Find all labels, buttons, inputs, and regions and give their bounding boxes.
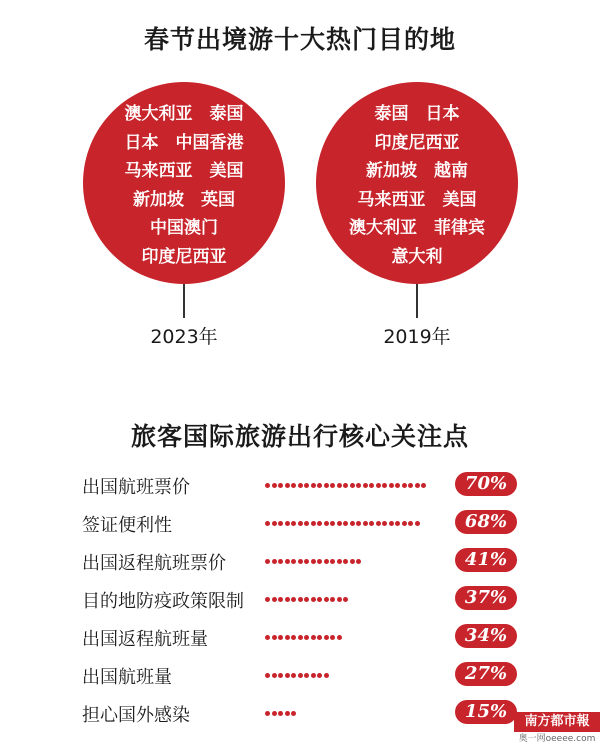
bar-dot <box>265 673 270 678</box>
bar-dot <box>317 559 322 564</box>
bar-dot <box>311 559 316 564</box>
bar-dot <box>369 483 374 488</box>
bar-dot <box>350 559 355 564</box>
bar-dot <box>272 521 277 526</box>
bar-dot <box>278 559 283 564</box>
destination-line: 印度尼西亚 <box>374 132 460 153</box>
bar-dot <box>408 521 413 526</box>
bar-dot <box>350 521 355 526</box>
bar-dot <box>291 635 296 640</box>
destination-line: 新加坡 越南 <box>366 161 468 181</box>
bar-dot <box>291 673 296 678</box>
bar-dot <box>382 483 387 488</box>
destinations-title: 春节出境游十大热门目的地 <box>143 25 456 54</box>
concerns-title: 旅客国际旅游出行核心关注点 <box>130 422 469 451</box>
bar-dot <box>311 483 316 488</box>
destination-list-2023 <box>83 100 285 271</box>
destination-line: 新加坡 英国 <box>133 189 235 210</box>
bar-dot <box>402 521 407 526</box>
bar-dot <box>330 635 335 640</box>
bar-dot <box>415 483 420 488</box>
destination-line: 泰国 日本 <box>374 104 460 124</box>
destinations-circle-2019 <box>316 82 518 284</box>
bar-dot <box>317 483 322 488</box>
destination-line: 马来西亚 美国 <box>357 189 477 210</box>
bar-dot <box>285 635 290 640</box>
destination-list-2019 <box>316 100 518 271</box>
year-label-2019: 2019年 <box>383 326 451 348</box>
newspaper-logo <box>514 712 600 749</box>
bar-dot <box>421 483 426 488</box>
bar-dot <box>408 483 413 488</box>
bar-dot <box>369 521 374 526</box>
bar-dot <box>343 521 348 526</box>
bar-dot <box>330 597 335 602</box>
bar-dot <box>395 483 400 488</box>
logo-text: 南方都市報 <box>514 712 600 732</box>
bar-dot <box>324 483 329 488</box>
concern-row <box>82 622 522 652</box>
bar-dot <box>415 521 420 526</box>
concern-row <box>82 546 522 576</box>
bar-dot <box>337 597 342 602</box>
concern-label: 目的地防疫政策限制 <box>82 591 244 612</box>
concern-label: 出国返程航班量 <box>82 629 208 650</box>
bar-dot <box>285 521 290 526</box>
stem-line-2019 <box>416 284 418 318</box>
destination-line: 马来西亚 美国 <box>124 161 244 181</box>
destination-line: 中国澳门 <box>150 218 218 238</box>
bar-dot <box>291 521 296 526</box>
bar-dot <box>350 483 355 488</box>
destinations-circle-2023 <box>83 82 285 284</box>
bar-dot <box>304 483 309 488</box>
bar-dot <box>343 597 348 602</box>
bar-dot <box>265 635 270 640</box>
bar-dot <box>317 635 322 640</box>
concern-value-label: 34% <box>455 624 517 648</box>
concern-value-label: 41% <box>455 548 517 572</box>
destination-line: 印度尼西亚 <box>141 246 227 267</box>
bar-dot <box>343 483 348 488</box>
bar-dot <box>330 521 335 526</box>
concern-label: 出国返程航班票价 <box>82 553 226 574</box>
bar-dot <box>278 673 283 678</box>
bar-dot <box>265 483 270 488</box>
bar-dot <box>304 635 309 640</box>
concern-label: 出国航班量 <box>82 667 172 688</box>
bar-dot <box>337 635 342 640</box>
bar-dot <box>285 559 290 564</box>
bar-dot <box>311 521 316 526</box>
bar-dot <box>298 483 303 488</box>
concern-value-label: 37% <box>455 586 517 610</box>
bar-dot <box>291 483 296 488</box>
bar-dot <box>343 559 348 564</box>
bar-dot <box>376 483 381 488</box>
bar-dot <box>285 711 290 716</box>
concern-row <box>82 660 522 690</box>
bar-dot <box>337 521 342 526</box>
bar-dot <box>389 521 394 526</box>
bar-dot <box>272 483 277 488</box>
bar-dot <box>285 597 290 602</box>
bar-dot <box>291 597 296 602</box>
bar-dot <box>272 635 277 640</box>
bar-dot <box>356 559 361 564</box>
bar-dot <box>402 483 407 488</box>
bar-dot <box>337 559 342 564</box>
bar-dot <box>285 673 290 678</box>
concern-label: 签证便利性 <box>82 515 172 536</box>
bar-dot <box>324 673 329 678</box>
bar-dot <box>285 483 290 488</box>
bar-dot <box>298 597 303 602</box>
bar-dot <box>337 483 342 488</box>
destination-line: 澳大利亚 泰国 <box>124 104 244 124</box>
bar-dot <box>304 559 309 564</box>
concern-row <box>82 584 522 614</box>
bar-dot <box>298 673 303 678</box>
bar-dot <box>382 521 387 526</box>
bar-dot <box>356 483 361 488</box>
bar-dot <box>291 711 296 716</box>
concern-value-label: 68% <box>455 510 517 534</box>
stem-line-2023 <box>183 284 185 318</box>
bar-dot <box>304 673 309 678</box>
bar-dot <box>304 521 309 526</box>
bar-dot <box>317 597 322 602</box>
bar-dot <box>330 483 335 488</box>
bar-dot <box>272 711 277 716</box>
bar-dot <box>317 521 322 526</box>
bar-dot <box>324 521 329 526</box>
concern-row <box>82 470 522 500</box>
bar-dot <box>272 559 277 564</box>
concern-label: 出国航班票价 <box>82 477 190 498</box>
bar-dot <box>291 559 296 564</box>
bar-dot <box>298 521 303 526</box>
bar-dot <box>272 673 277 678</box>
bar-dot <box>304 597 309 602</box>
bar-dot <box>363 483 368 488</box>
year-label-2023: 2023年 <box>150 326 218 348</box>
concern-value-label: 15% <box>455 700 517 724</box>
bar-dot <box>278 483 283 488</box>
bar-dot <box>311 673 316 678</box>
logo-subtext: 奥一网oeeee.com <box>518 734 596 744</box>
bar-dot <box>278 521 283 526</box>
destination-line: 意大利 <box>391 246 443 267</box>
bar-dot <box>376 521 381 526</box>
bar-dot <box>265 597 270 602</box>
bar-dot <box>298 635 303 640</box>
bar-dot <box>317 673 322 678</box>
bar-dot <box>278 635 283 640</box>
bar-dot <box>265 711 270 716</box>
bar-dot <box>278 597 283 602</box>
bar-dot <box>395 521 400 526</box>
bar-dot <box>265 521 270 526</box>
bar-dot <box>324 559 329 564</box>
concern-label: 担心国外感染 <box>82 705 190 726</box>
destination-line: 澳大利亚 菲律宾 <box>349 218 485 238</box>
concern-value-label: 70% <box>455 472 517 496</box>
bar-dot <box>324 635 329 640</box>
bar-dot <box>272 597 277 602</box>
destination-line: 日本 中国香港 <box>124 132 244 153</box>
bar-dot <box>324 597 329 602</box>
concern-row <box>82 698 522 728</box>
bar-dot <box>311 597 316 602</box>
bar-dot <box>356 521 361 526</box>
bar-dot <box>278 711 283 716</box>
bar-dot <box>389 483 394 488</box>
concern-row <box>82 508 522 538</box>
bar-dot <box>265 559 270 564</box>
bar-dot <box>330 559 335 564</box>
bar-dot <box>363 521 368 526</box>
concern-value-label: 27% <box>455 662 517 686</box>
bar-dot <box>311 635 316 640</box>
bar-dot <box>298 559 303 564</box>
